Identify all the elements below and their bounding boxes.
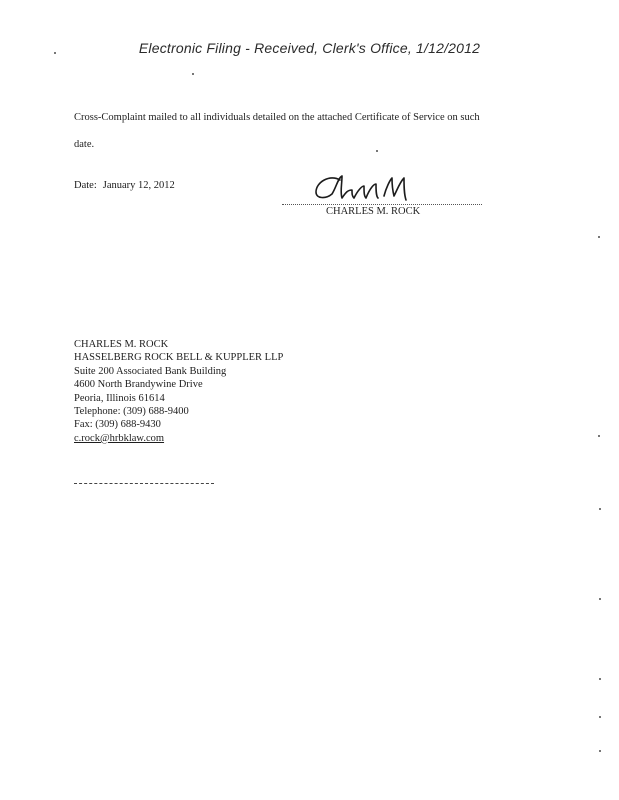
suite-line: Suite 200 Associated Bank Building bbox=[74, 365, 227, 377]
scan-speck bbox=[54, 52, 56, 54]
filing-stamp-header: Electronic Filing - Received, Clerk's Office, 1/12/2012 bbox=[138, 40, 481, 56]
date-label: Date: bbox=[74, 180, 97, 191]
signature-name: CHARLES M. ROCK bbox=[326, 206, 421, 217]
scan-speck bbox=[598, 435, 600, 437]
telephone-line: Telephone: (309) 688-9400 bbox=[74, 406, 189, 418]
date-line bbox=[74, 180, 175, 191]
scan-speck bbox=[598, 236, 600, 238]
body-line-1: Cross-Complaint mailed to all individuals detailed on the attached Certificate of Service on such bbox=[74, 112, 480, 123]
scan-speck bbox=[376, 150, 378, 152]
scan-speck bbox=[599, 750, 601, 752]
separator-line bbox=[74, 483, 214, 484]
city-line: Peoria, Illinois 61614 bbox=[74, 392, 165, 404]
signature-line bbox=[282, 204, 482, 205]
scan-speck bbox=[192, 73, 194, 75]
fax-line: Fax: (309) 688-9430 bbox=[74, 419, 161, 431]
handwritten-signature bbox=[272, 168, 482, 208]
signature-block bbox=[272, 168, 482, 220]
scan-speck bbox=[599, 678, 601, 680]
scan-speck bbox=[599, 716, 601, 718]
law-firm-name: HASSELBERG ROCK BELL & KUPPLER LLP bbox=[74, 352, 284, 364]
scan-speck bbox=[599, 508, 601, 510]
date-value: January 12, 2012 bbox=[102, 180, 175, 191]
email-link[interactable]: c.rock@hrbklaw.com bbox=[74, 432, 165, 444]
attorney-address-block bbox=[74, 338, 283, 445]
street-line: 4600 North Brandywine Drive bbox=[74, 379, 203, 391]
attorney-name: CHARLES M. ROCK bbox=[74, 339, 169, 350]
scan-speck bbox=[599, 598, 601, 600]
body-line-2: date. bbox=[74, 139, 95, 150]
